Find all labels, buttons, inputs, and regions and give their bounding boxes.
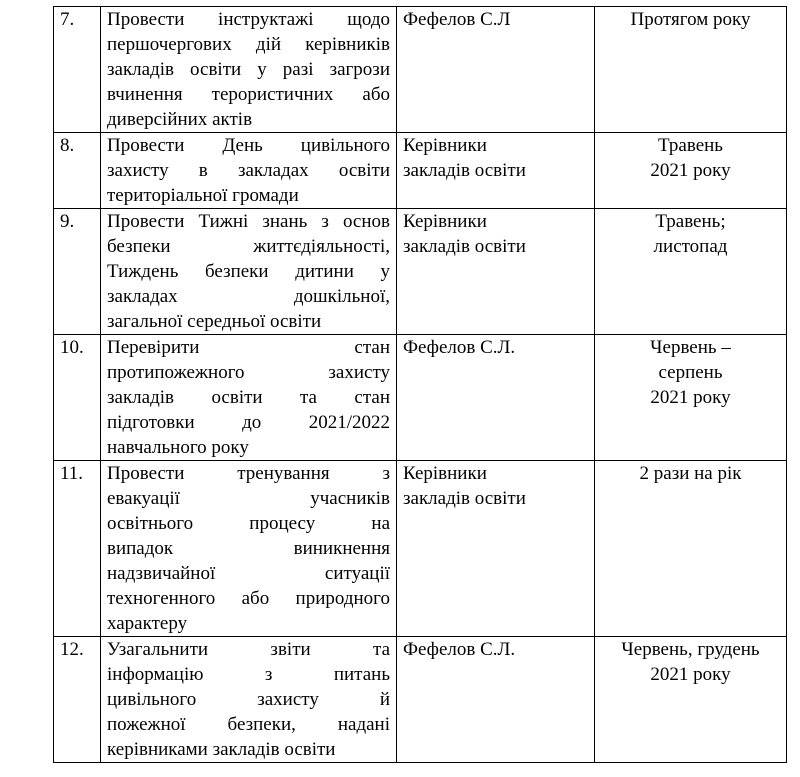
task-line: Провести Тижні знань з основ <box>107 211 390 232</box>
task-line: загальної середньої освіти <box>107 311 322 332</box>
term-line: 2 рази на рік <box>639 463 742 484</box>
task-cell <box>101 209 397 335</box>
task-line: Провести День цивільного <box>107 135 390 156</box>
responsible-cell <box>397 461 595 637</box>
task-line: територіальної громади <box>107 185 299 206</box>
table-row <box>54 461 787 637</box>
measures-table-body <box>54 7 787 763</box>
term-line: 2021 року <box>650 387 731 408</box>
task-line: підготовки до 2021/2022 <box>107 412 390 433</box>
responsible-line: Керівники <box>403 463 487 484</box>
task-line: характеру <box>107 613 188 634</box>
task-cell <box>101 335 397 461</box>
term-cell <box>595 335 787 461</box>
task-cell <box>101 461 397 637</box>
responsible-cell <box>397 7 595 133</box>
term-line: Травень; <box>655 211 726 232</box>
task-line: випадок виникнення <box>107 538 390 559</box>
responsible-line: Фефелов С.Л <box>403 9 511 30</box>
responsible-line: Фефелов С.Л. <box>403 639 516 660</box>
term-line: 2021 року <box>650 160 731 181</box>
row-number: 11. <box>54 461 101 637</box>
term-line: Червень, грудень <box>621 639 760 660</box>
responsible-cell <box>397 637 595 763</box>
task-line: вчинення терористичних або <box>107 84 390 105</box>
row-number: 12. <box>54 637 101 763</box>
measures-table <box>53 6 787 763</box>
responsible-cell <box>397 133 595 209</box>
row-number: 7. <box>54 7 101 133</box>
task-line: надзвичайної ситуації <box>107 563 390 584</box>
responsible-line: закладів освіти <box>403 160 526 181</box>
row-number: 10. <box>54 335 101 461</box>
task-line: освітнього процесу на <box>107 513 390 534</box>
term-line: Протягом року <box>630 9 751 30</box>
responsible-cell <box>397 209 595 335</box>
term-cell <box>595 637 787 763</box>
task-line: Тиждень безпеки дитини у <box>107 261 390 282</box>
table-row <box>54 637 787 763</box>
responsible-line: Керівники <box>403 211 487 232</box>
responsible-line: закладів освіти <box>403 488 526 509</box>
task-line: закладів освіти у разі загрози <box>107 59 390 80</box>
table-row <box>54 335 787 461</box>
row-number: 8. <box>54 133 101 209</box>
responsible-line: закладів освіти <box>403 236 526 257</box>
responsible-line: Фефелов С.Л. <box>403 337 516 358</box>
task-line: Провести інструктажі щодо <box>107 9 390 30</box>
task-line: Перевірити стан <box>107 337 390 358</box>
term-line: 2021 року <box>650 664 731 685</box>
responsible-cell <box>397 335 595 461</box>
task-line: диверсійних актів <box>107 109 253 130</box>
task-line: цивільного захисту й <box>107 689 390 710</box>
task-line: техногенного або природного <box>107 588 390 609</box>
task-line: евакуації учасників <box>107 488 390 509</box>
table-row <box>54 133 787 209</box>
term-cell <box>595 461 787 637</box>
task-line: інформацію з питань <box>107 664 390 685</box>
responsible-line: Керівники <box>403 135 487 156</box>
term-line: Червень – <box>650 337 731 358</box>
term-line: листопад <box>653 236 728 257</box>
table-row <box>54 209 787 335</box>
task-line: першочергових дій керівників <box>107 34 390 55</box>
task-line: закладів освіти та стан <box>107 387 390 408</box>
row-number: 9. <box>54 209 101 335</box>
task-line: пожежної безпеки, надані <box>107 714 390 735</box>
task-cell <box>101 637 397 763</box>
term-line: Травень <box>658 135 723 156</box>
task-line: протипожежного захисту <box>107 362 390 383</box>
term-cell <box>595 133 787 209</box>
term-cell <box>595 7 787 133</box>
task-line: безпеки життєдіяльності, <box>107 236 390 257</box>
task-line: керівниками закладів освіти <box>107 739 336 760</box>
task-line: Узагальнити звіти та <box>107 639 390 660</box>
task-cell <box>101 133 397 209</box>
task-line: навчального року <box>107 437 249 458</box>
table-row <box>54 7 787 133</box>
task-line: Провести тренування з <box>107 463 390 484</box>
term-line: серпень <box>658 362 723 383</box>
task-line: захисту в закладах освіти <box>107 160 390 181</box>
term-cell <box>595 209 787 335</box>
task-cell <box>101 7 397 133</box>
task-line: закладах дошкільної, <box>107 286 390 307</box>
